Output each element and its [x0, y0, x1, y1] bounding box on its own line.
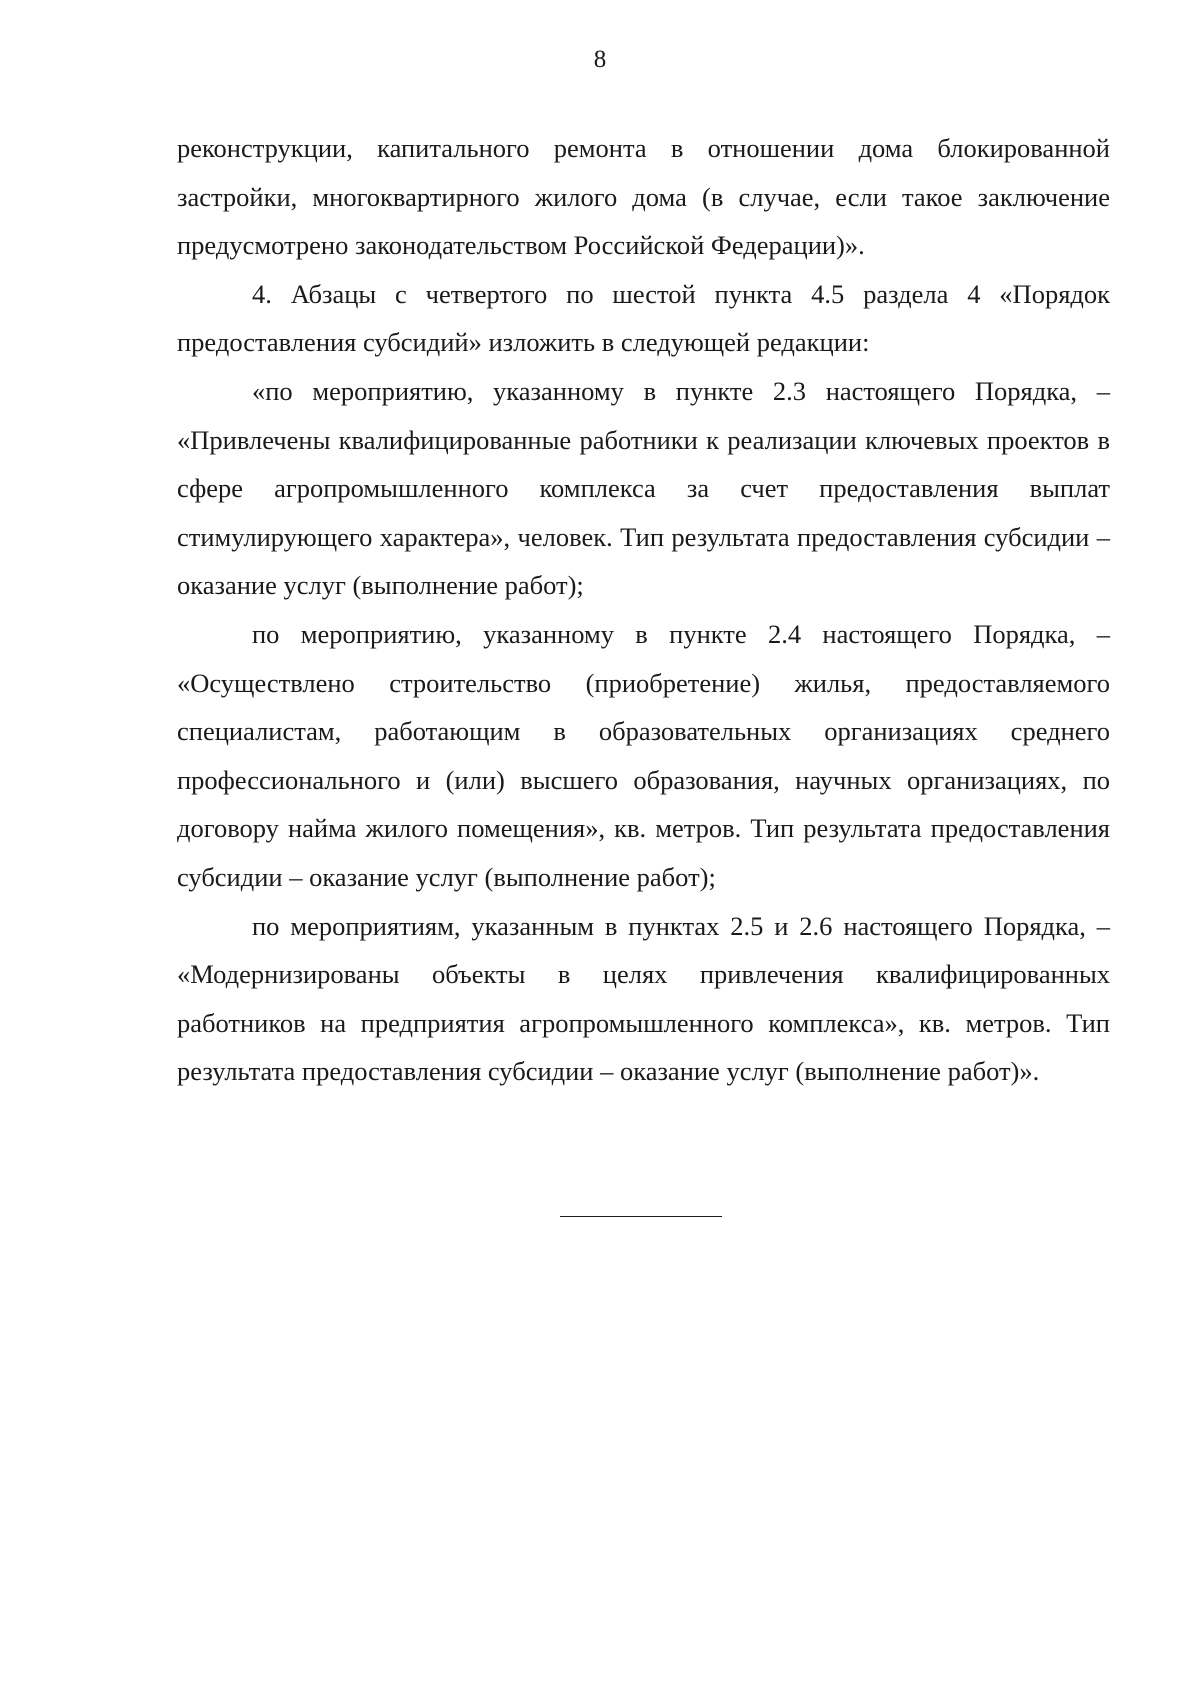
- paragraph-continuation: реконструкции, капитального ремонта в отношении дома блокированной застройки, многоквартирного жилого дома (в случае, если такое заключение предусмотрено законодательством Российской Федерации)».: [177, 133, 1110, 261]
- page-number: 8: [593, 46, 607, 73]
- paragraph-measure-2-4: по мероприятию, указанному в пункте 2.4 настоящего Порядка, – «Осуществлено строительство (приобретение) жилья, предоставляемого специалистам, работающим в образовательных организациях среднего профессионального и (или) высшего образования, научных организациях, по договору найма жилого помещения», кв. метров. Тип результата предоставления субсидии – оказание услуг (выполнение работ);: [177, 618, 1110, 892]
- document-body: [177, 124, 1110, 1096]
- end-of-document-rule: [560, 1216, 722, 1217]
- paragraph-measures-2-5-2-6: по мероприятиям, указанным в пунктах 2.5 и 2.6 настоящего Порядка, – «Модернизированы объекты в целях привлечения квалифицированных работников на предприятия агропромышленного комплекса», кв. метров. Тип результата предоставления субсидии – оказание услуг (выполнение работ)».: [177, 910, 1110, 1087]
- paragraph-item-4: 4. Абзацы с четвертого по шестой пункта 4.5 раздела 4 «Порядок предоставления субсидий» изложить в следующей редакции:: [177, 278, 1110, 358]
- paragraph-measure-2-3: «по мероприятию, указанному в пункте 2.3 настоящего Порядка, – «Привлечены квалифицированные работники к реализации ключевых проектов в сфере агропромышленного комплекса за счет предоставления выплат стимулирующего характера», человек. Тип результата предоставления субсидии – оказание услуг (выполнение работ);: [177, 375, 1110, 601]
